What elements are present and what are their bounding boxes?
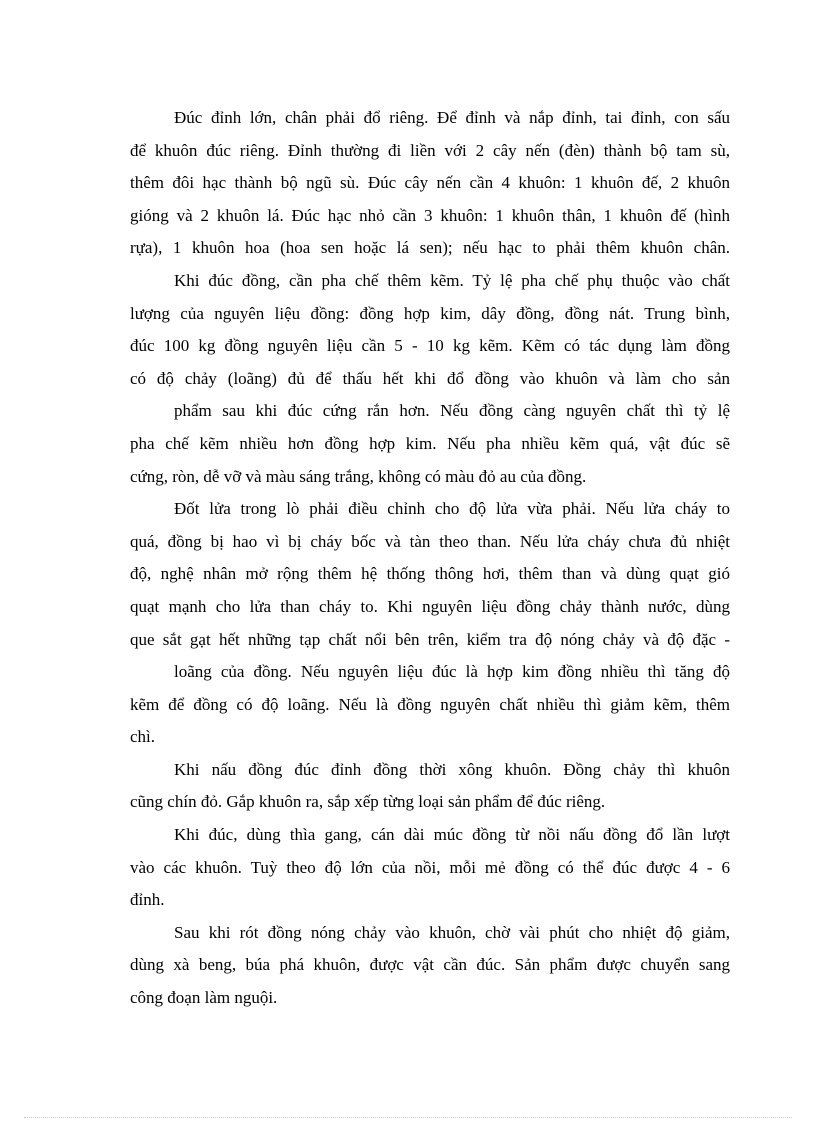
text-line: chì. <box>130 727 156 747</box>
text-line: Sau khi rót đồng nóng chảy vào khuôn, chờ vài phút cho nhiệt độ giảm, <box>174 922 730 942</box>
text-line: Đúc đỉnh lớn, chân phải đổ riêng. Để đỉnh và nắp đỉnh, tai đỉnh, con sấu <box>174 108 730 127</box>
text-line: loãng của đồng. Nếu nguyên liệu đúc là hợp kim đồng nhiều thì tăng độ <box>174 662 730 682</box>
text-line: công đoạn làm nguội. <box>130 988 278 1008</box>
text-line: Khi đúc đồng, cần pha chế thêm kẽm. Tỷ lệ pha chế phụ thuộc vào chất <box>174 270 730 290</box>
text-line: pha chế kẽm nhiều hơn đồng hợp kim. Nếu pha nhiều kẽm quá, vật đúc sẽ <box>130 433 730 453</box>
text-line: để khuôn đúc riêng. Đỉnh thường đi liền với 2 cây nến (đèn) thành bộ tam sù, <box>130 140 730 160</box>
text-line: cũng chín đỏ. Gắp khuôn ra, sắp xếp từng loại sản phẩm để đúc riêng. <box>130 792 606 812</box>
text-line: Khi nấu đồng đúc đỉnh đồng thời xông khuôn. Đồng chảy thì khuôn <box>174 759 730 779</box>
text-line: có độ chảy (loãng) đủ để thấu hết khi đổ đồng vào khuôn và làm cho sản <box>130 368 730 388</box>
text-line: quạt mạnh cho lửa than cháy to. Khi nguyên liệu đồng chảy thành nước, dùng <box>130 596 730 616</box>
text-line: quá, đồng bị hao vì bị cháy bốc và tàn theo than. Nếu lửa cháy chưa đủ nhiệt <box>130 531 730 551</box>
text-line: phẩm sau khi đúc cứng rắn hơn. Nếu đồng càng nguyên chất thì tỷ lệ <box>174 401 730 421</box>
text-line: đúc 100 kg đồng nguyên liệu cần 5 - 10 kg kẽm. Kẽm có tác dụng làm đồng <box>130 336 730 356</box>
body-text <box>130 102 730 1015</box>
text-line: cứng, ròn, dễ vỡ và màu sáng trắng, không có màu đỏ au của đồng. <box>130 466 587 486</box>
text-line: đỉnh. <box>130 890 165 910</box>
text-line: rựa), 1 khuôn hoa (hoa sen hoặc lá sen); nếu hạc to phải thêm khuôn chân. <box>130 238 730 258</box>
text-line: dùng xà beng, búa phá khuôn, được vật cần đúc. Sản phẩm được chuyển sang <box>130 955 730 975</box>
text-line: Đốt lửa trong lò phải điều chỉnh cho độ lửa vừa phải. Nếu lửa cháy to <box>174 499 730 519</box>
text-line: kẽm để đồng có độ loãng. Nếu là đồng nguyên chất nhiều thì giảm kẽm, thêm <box>130 694 730 714</box>
text-line: độ, nghệ nhân mở rộng thêm hệ thống thông hơi, thêm than và dùng quạt gió <box>130 564 730 584</box>
page-bottom-border <box>24 1117 792 1118</box>
text-line: lượng của nguyên liệu đồng: đồng hợp kim, dây đồng, đồng nát. Trung bình, <box>130 303 730 323</box>
text-line: gióng và 2 khuôn lá. Đúc hạc nhỏ cần 3 khuôn: 1 khuôn thân, 1 khuôn đế (hình <box>130 205 730 225</box>
text-line: vào các khuôn. Tuỳ theo độ lớn của nồi, mỗi mẻ đồng có thể đúc được 4 - 6 <box>130 857 730 877</box>
text-line: thêm đôi hạc thành bộ ngũ sù. Đúc cây nến cần 4 khuôn: 1 khuôn đế, 2 khuôn <box>130 173 730 193</box>
text-line: Khi đúc, dùng thìa gang, cán dài múc đồng từ nồi nấu đồng đổ lần lượt <box>174 825 730 845</box>
text-line: que sắt gạt hết những tạp chất nổi bên trên, kiểm tra độ nóng chảy và độ đặc - <box>130 629 730 649</box>
